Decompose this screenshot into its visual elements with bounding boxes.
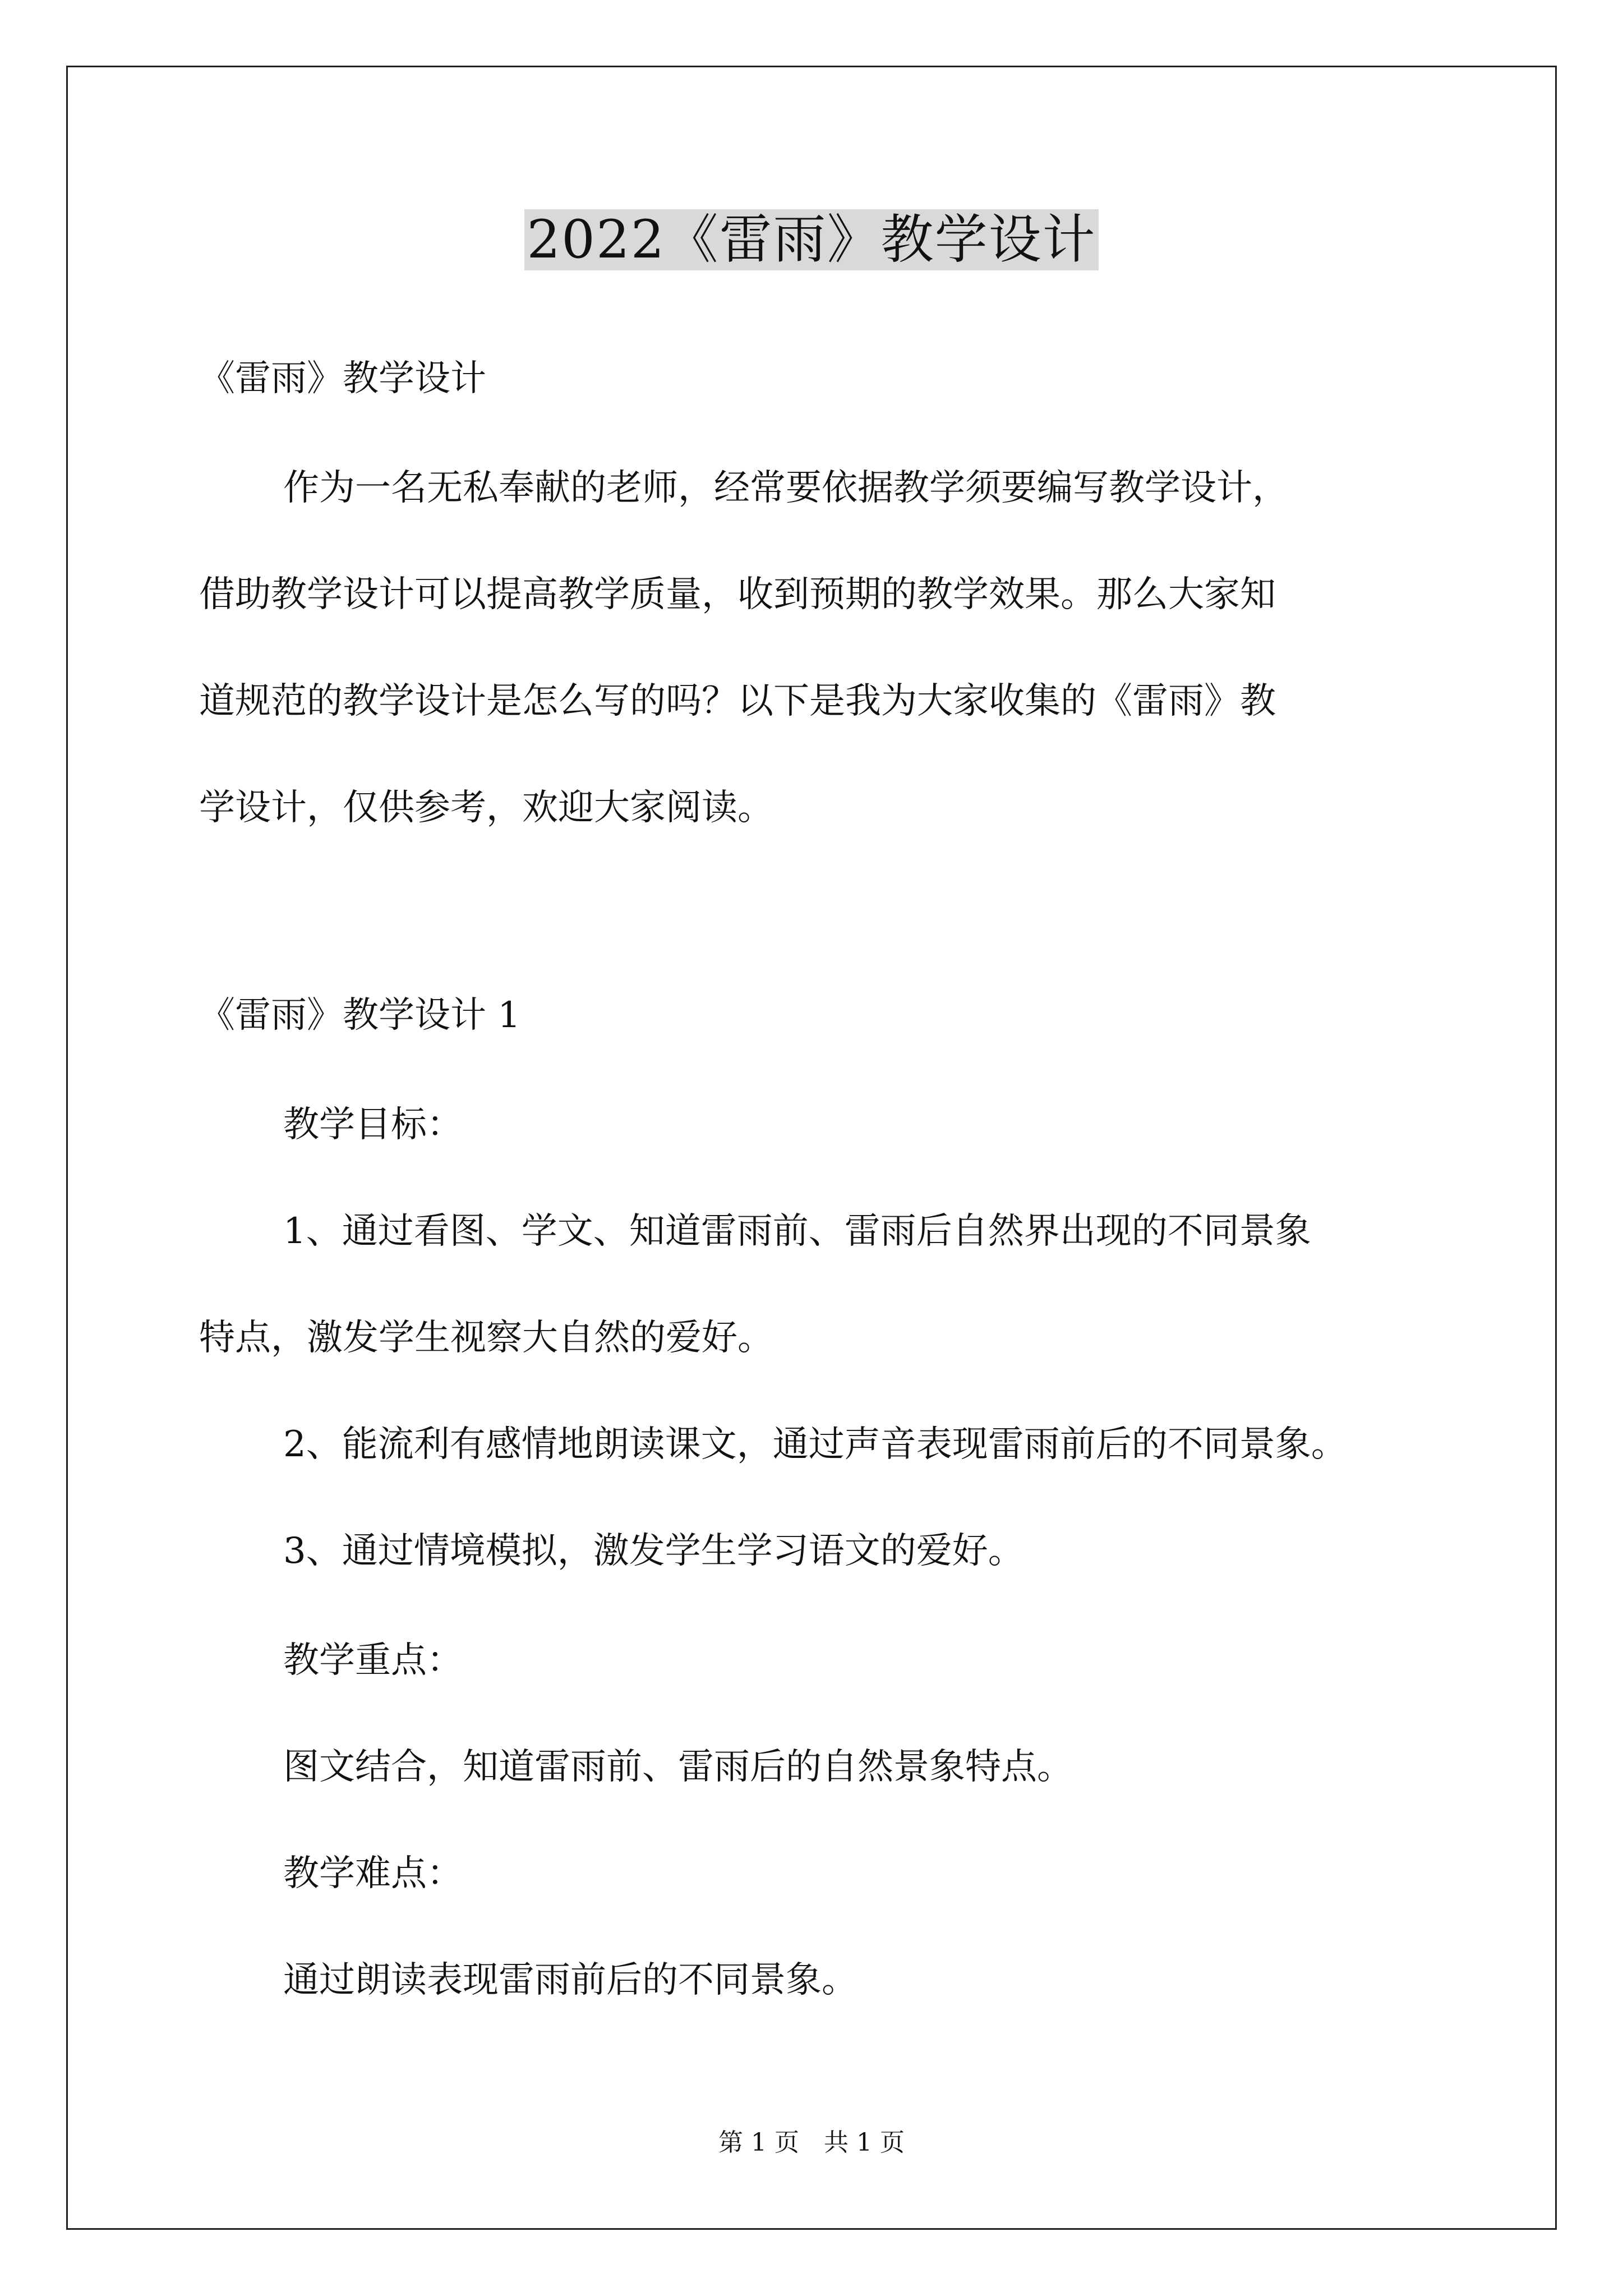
subheading: 教学难点： <box>283 1853 463 1894</box>
paragraph-line: 道规范的教学设计是怎么写的吗？以下是我为大家收集的《雷雨》教 <box>199 680 1276 722</box>
paragraph-line: 特点，激发学生视察大自然的爱好。 <box>199 1317 773 1359</box>
document-title <box>0 201 1623 279</box>
paragraph-line: 3、通过情境模拟，激发学生学习语文的爱好。 <box>283 1530 1024 1572</box>
subheading: 教学重点： <box>283 1640 463 1681</box>
paragraph-line: 图文结合，知道雷雨前、雷雨后的自然景象特点。 <box>283 1746 1073 1788</box>
section-heading: 《雷雨》教学设计 1 <box>199 995 521 1036</box>
page-footer: 第 1 页 共 1 页 <box>718 2128 905 2157</box>
paragraph-line: 学设计，仅供参考，欢迎大家阅读。 <box>199 787 773 829</box>
subheading: 教学目标： <box>283 1104 463 1145</box>
section-heading: 《雷雨》教学设计 <box>199 358 486 399</box>
paragraph-line: 借助教学设计可以提高教学质量，收到预期的教学效果。那么大家知 <box>199 574 1276 615</box>
paragraph-line: 1、通过看图、学文、知道雷雨前、雷雨后自然界出现的不同景象 <box>283 1211 1311 1252</box>
paragraph-line: 2、能流利有感情地朗读课文，通过声音表现雷雨前后的不同景象。 <box>283 1424 1347 1465</box>
paragraph-line: 通过朗读表现雷雨前后的不同景象。 <box>283 1959 857 2001</box>
paragraph-line: 作为一名无私奉献的老师，经常要依据教学须要编写教学设计， <box>283 467 1288 509</box>
document-title-text: 2022《雷雨》教学设计 <box>524 209 1098 270</box>
